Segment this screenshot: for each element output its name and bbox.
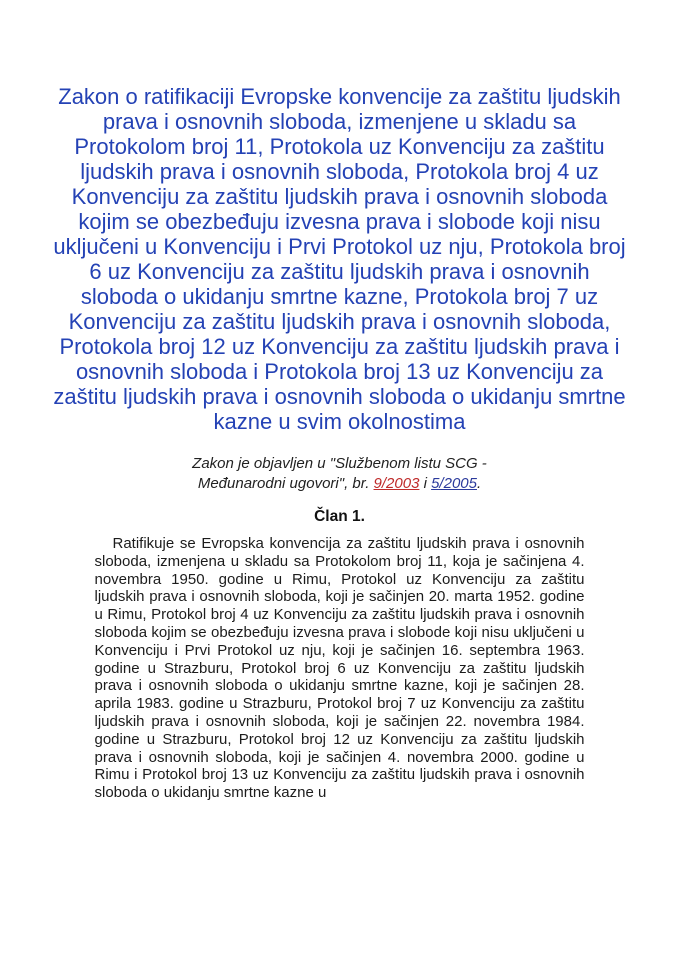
gazette-link-5-2005[interactable]: 5/2005	[431, 475, 477, 492]
gazette-link-9-2003[interactable]: 9/2003	[373, 475, 420, 492]
publication-note-separator: i	[419, 475, 432, 492]
law-title: Zakon o ratifikaciji Evropske konvencije za zaštitu ljudskih prava i osnovnih sloboda, izmenjene u skladu sa Protokolom broj 11, Protokola uz Konvenciju za zaštitu ljudskih prava i osnovnih sloboda, Protokola broj 4 uz Konvenciju za zaštitu ljudskih prava i osnovnih sloboda kojim se obezbeđuju izvesna prava i slobode koji nisu uključeni u Konvenciju i Prvi Protokol uz nju, Protokola broj 6 uz Konvenciju za zaštitu ljudskih prava i osnovnih sloboda o ukidanju smrtne kazne, Protokola broj 7 uz Konvenciju za zaštitu ljudskih prava i osnovnih sloboda, Protokola broj 12 uz Konvenciju za zaštitu ljudskih prava i osnovnih sloboda i Protokola broj 13 uz Konvenciju za zaštitu ljudskih prava i osnovnih sloboda o ukidanju smrtne kazne u svim okolnostima	[53, 84, 626, 434]
publication-note-period: .	[476, 475, 482, 492]
publication-note-prefix: Zakon je objavljen u "Službenom listu SCG - Međunarodni ugovori", br.	[192, 455, 487, 492]
article-1-body: Ratifikuje se Evropska konvencija za zaštitu ljudskih prava i osnovnih sloboda, izmenjena u skladu sa Protokolom broj 11, koja je sačinjena 4. novembra 1950. godine u Rimu, Protokol uz Konvenciju za zaštitu ljudskih prava i osnovnih sloboda, koji je sačinjen 20. marta 1952. godine u Rimu, Protokol broj 4 uz Konvenciju za zaštitu ljudskih prava i osnovnih sloboda kojim se obezbeđuju izvesna prava i slobode koji nisu uključeni u Konvenciju i Prvi Protokol uz nju, koji je sačinjen 16. septembra 1963. godine u Strazburu, Protokol broj 6 uz Konvenciju za zaštitu ljudskih prava i osnovnih sloboda o ukidanju smrtne kazne, koji je sačinjen 28. aprila 1983. godine u Strazburu, Protokol broj 7 uz Konvenciju za zaštitu ljudskih prava i osnovnih sloboda, koji je sačinjen 22. novembra 1984. godine u Strazburu, Protokol broj 12 uz Konvenciju za zaštitu ljudskih prava i osnovnih sloboda, koji je sačinjen 4. novembra 2000. godine u Rimu i Protokol broj 13 uz Konvenciju za zaštitu ljudskih prava i osnovnih sloboda o ukidanju smrtne kazne u	[94, 535, 585, 802]
article-1-heading: Član 1.	[314, 508, 365, 525]
publication-note	[160, 454, 520, 494]
